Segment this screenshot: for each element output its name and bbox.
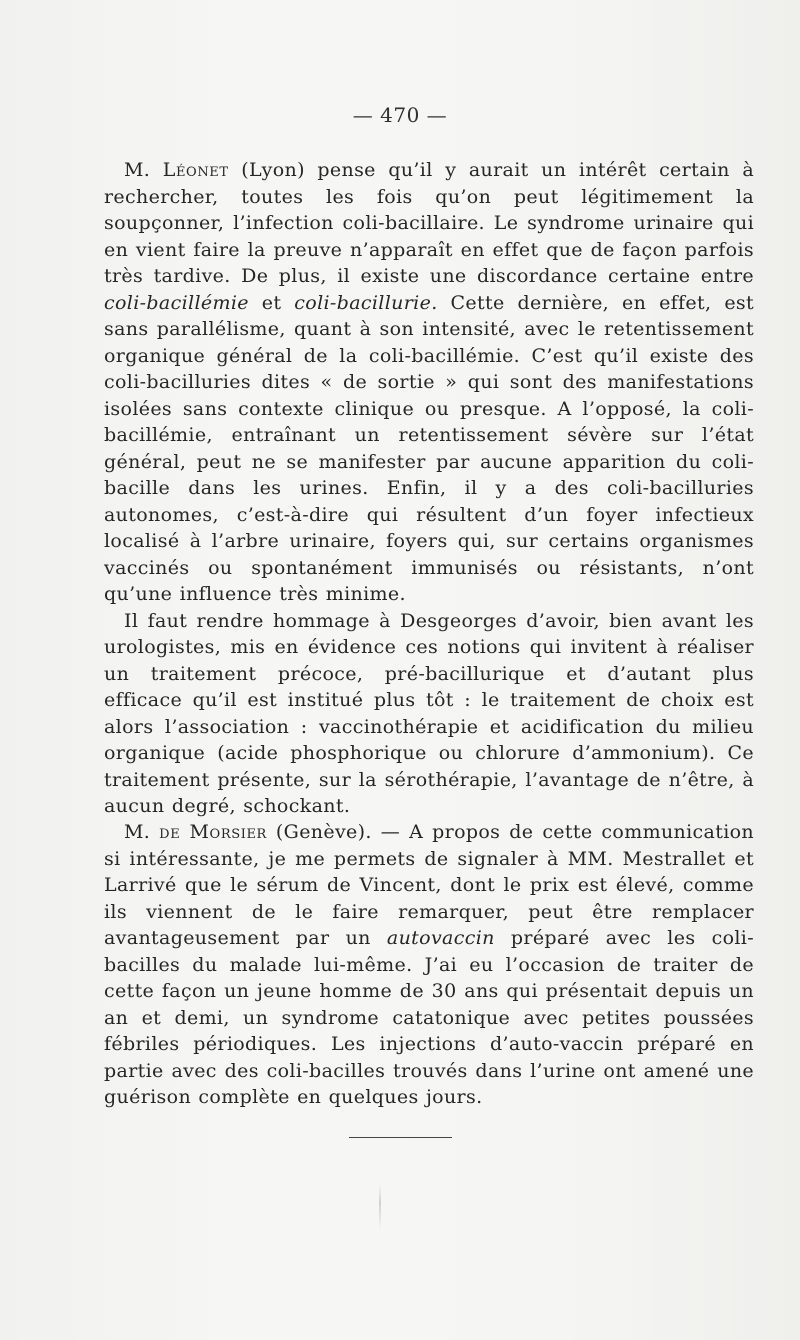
paragraph-text: préparé avec les coli-bacilles du malade lui-même. J’ai eu l’occasion de traiter de cette façon un jeune homme de 30 ans qui présentait depuis un an et demi, un syndrome catatonique avec petites poussées fébriles périodiques. Les injections d’auto-vaccin préparé en partie avec des coli-bacilles trouvés dans l’urine ont amené une guérison complète en quelques jours. [104,927,754,1108]
speaker-name-de-morsier: de Morsier [159,821,267,843]
section-divider [349,1137,452,1138]
paragraph-de-morsier [104,819,754,1111]
paragraph-text: (Lyon) pense qu’il y aurait un intérêt certain à rechercher, toutes les fois qu’on peut légitimement la soupçonner, l’infection coli-bacillaire. Le syndrome urinaire qui en vient faire la preuve n’apparaît en effet que de façon parfois très tardive. De plus, il existe une discordance certaine entre [104,159,754,287]
italic-term: coli-bacillurie. [294,291,438,314]
paragraph-text: (Genève). — A propos de cette communication si intéressante, je me permets de signaler à MM. Mestrallet et Larrivé que le sérum de Vincent, dont le prix est élevé, comme ils viennent de le faire remarquer, peut être remplacer avantageusement par un [104,821,755,949]
italic-term: autovaccin [386,927,495,949]
paragraph-leonet [104,157,754,608]
text-block-1 [104,157,754,820]
speaker-prefix: M. [124,821,160,843]
speaker-name-leonet: Léonet [162,159,229,181]
paragraph-desgeorges: Il faut rendre hommage à Desgeorges d’avoir, bien avant les urologistes, mis en évidence ces notions qui invitent à réaliser un traitement précoce, pré-bacillurique et d’autant plus efficace qu’il est institué plus tôt : le traitement de choix est alors l’association : vaccinothérapie et acidification du milieu organique (acide phosphorique ou chlorure d’ammonium). Ce traitement présente, sur la sérothérapie, l’avantage de n’être, à aucun degré, schockant. [104,609,754,817]
scan-artifact [379,1185,381,1229]
page-number: — 470 — [352,103,448,127]
paragraph-text: et [248,291,295,314]
speaker-prefix: M. [124,159,163,181]
text-block-2 [104,819,754,1111]
paragraph-text: Cette dernière, en effet, est sans parallélisme, quant à son intensité, avec le retentissement organique général de la coli-bacillémie. C’est qu’il existe des coli-bacilluries dites « de sortie » qui sont des manifestations isolées sans contexte clinique ou presque. A l’opposé, la coli-bacillémie, entraînant un retentissement sévère sur l’état général, peut ne se manifester par aucune apparition du coli-bacille dans les urines. Enfin, il y a des coli-bacilluries autonomes, c’est-à-dire qui résultent d’un foyer infectieux localisé à l’arbre urinaire, foyers qui, sur certains organismes vaccinés ou spontanément immunisés ou résistants, n’ont qu’une influence très minime. [104,291,755,605]
italic-term: coli-bacillémie [104,291,249,314]
